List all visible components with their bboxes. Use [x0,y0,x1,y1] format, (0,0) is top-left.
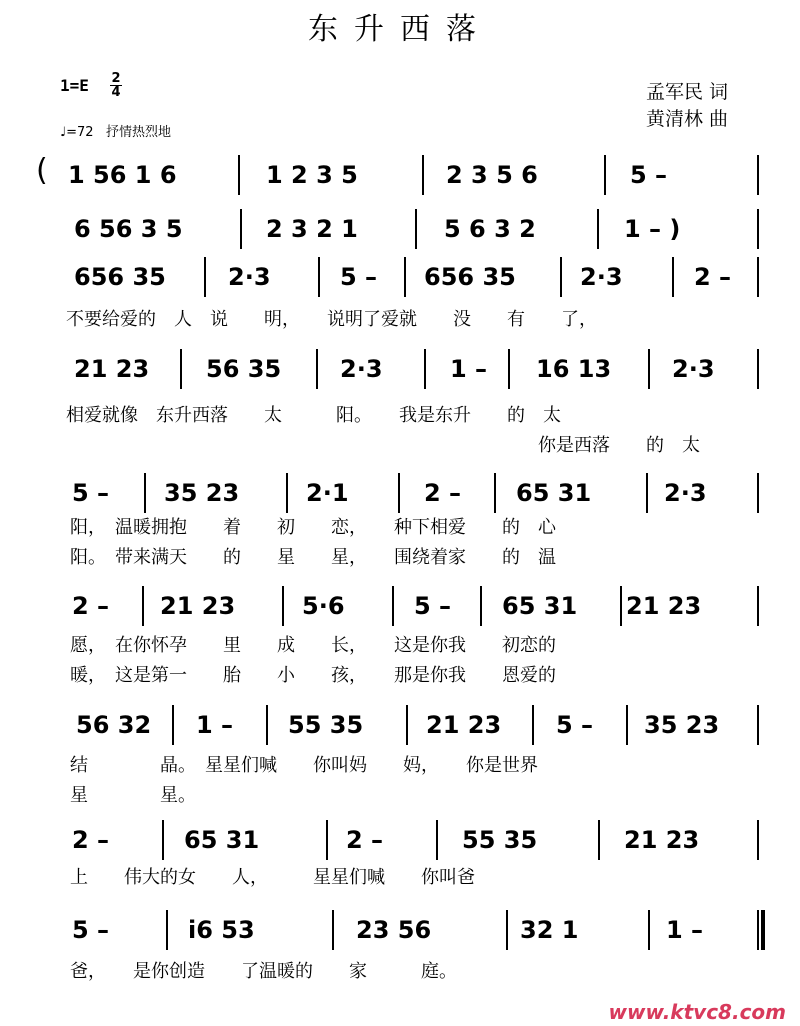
lyric-line: 上 伟大的女 人， 星星们喊 你叫爸 [70,867,475,888]
measure-notes: 55 35 [462,826,538,854]
bar-line [626,705,628,745]
measure-notes: 65 31 [184,826,260,854]
measure-notes: 56 32 [76,711,152,739]
bar-line [672,257,674,297]
lyricist-credit: 孟军民 词 [646,81,729,103]
measure-notes: 2·3 [672,355,715,383]
bar-line [757,155,759,195]
measure-notes: 55 35 [288,711,364,739]
bar-line [326,820,328,860]
bar-line [422,155,424,195]
lyric-line: 阳， 温暖拥抱 着 初 恋， 种下相爱 的 心 [70,517,556,538]
bar-line [757,349,759,389]
lyric-line: 你是西落 的 太 [538,435,700,456]
bar-line [757,705,759,745]
measure-notes: 2 3 2 1 [266,215,358,243]
measure-notes: 56 35 [206,355,282,383]
bar-line [406,705,408,745]
lyric-line: 暖， 这是第一 胎 小 孩， 那是你我 恩爱的 [70,665,556,686]
key-signature: 1=E [60,76,89,95]
measure-notes: 2 – [694,263,732,291]
measure-notes: 65 31 [516,479,592,507]
measure-notes: 32 1 [520,916,579,944]
bar-line [240,209,242,249]
bar-line [204,257,206,297]
measure-notes: 2 – [424,479,462,507]
bar-line [598,820,600,860]
measure-notes: 5 – [72,479,110,507]
measure-notes: 1 – [450,355,488,383]
measure-notes: 16 13 [536,355,612,383]
bar-line [604,155,606,195]
bar-line [238,155,240,195]
composer-credit: 黄清林 曲 [646,108,729,130]
bar-line [180,349,182,389]
measure-notes: 5 – [630,161,668,189]
bar-line [144,473,146,513]
bar-line [757,473,759,513]
lyric-line: 不要给爱的 人 说 明， 说明了爱就 没 有 了， [66,309,597,330]
lyric-line: 爸， 是你创造 了温暖的 家 庭。 [70,961,457,982]
lyric-line: 阳。 带来满天 的 星 星， 围绕着家 的 温 [70,547,556,568]
tempo-marking: ♩=72 抒情热烈地 [60,125,171,140]
bar-line [166,910,168,950]
bar-line [646,473,648,513]
measure-notes: 6 56 3 5 [74,215,183,243]
measure-notes: 2 – [346,826,384,854]
measure-notes: 21 23 [626,592,702,620]
final-bar-line [761,910,765,950]
measure-notes: 21 23 [624,826,700,854]
bar-line [506,910,508,950]
bar-line [480,586,482,626]
measure-notes: 1 56 1 6 [68,161,177,189]
measure-notes: 5 6 3 2 [444,215,536,243]
measure-notes: 23 56 [356,916,432,944]
bar-line [142,586,144,626]
bar-line [757,586,759,626]
bar-line [286,473,288,513]
measure-notes: 1 – [196,711,234,739]
bar-line [757,209,759,249]
measure-notes: ( [36,153,48,188]
measure-notes: 1 2 3 5 [266,161,358,189]
measure-notes: 35 23 [644,711,720,739]
bar-line [494,473,496,513]
bar-line [597,209,599,249]
bar-line [424,349,426,389]
bar-line [648,349,650,389]
bar-line [398,473,400,513]
bar-line [532,705,534,745]
bar-line [436,820,438,860]
measure-notes: 656 35 [424,263,516,291]
measure-notes: 2·3 [580,263,623,291]
time-signature: $\frac{2}{4}$ [111,71,121,100]
watermark: www.ktvc8.com [608,1000,786,1024]
measure-notes: 65 31 [502,592,578,620]
bar-line [415,209,417,249]
measure-notes: 21 23 [426,711,502,739]
measure-notes: 5 – [72,916,110,944]
measure-notes: 2·3 [664,479,707,507]
lyric-line: 星 星。 [70,785,196,806]
measure-notes: 5 – [414,592,452,620]
bar-line [162,820,164,860]
bar-line [560,257,562,297]
measure-notes: 5 – [556,711,594,739]
lyric-line: 结 晶。 星星们喊 你叫妈 妈， 你是世界 [70,755,538,776]
bar-line [282,586,284,626]
lyric-line: 相爱就像 东升西落 太 阳。 我是东升 的 太 [66,405,561,426]
bar-line [316,349,318,389]
measure-notes: i6 53 [188,916,255,944]
bar-line [620,586,622,626]
bar-line [508,349,510,389]
bar-line [318,257,320,297]
bar-line [757,257,759,297]
measure-notes: 21 23 [160,592,236,620]
measure-notes: 21 23 [74,355,150,383]
song-title: 东升西落 [308,12,492,47]
bar-line [392,586,394,626]
bar-line [332,910,334,950]
measure-notes: 2 – [72,592,110,620]
bar-line [757,820,759,860]
measure-notes: 5 – [340,263,378,291]
measure-notes: 2·3 [228,263,271,291]
bar-line [648,910,650,950]
bar-line [172,705,174,745]
measure-notes: 656 35 [74,263,166,291]
measure-notes: 1 – [666,916,704,944]
measure-notes: 2·1 [306,479,349,507]
measure-notes: 2 – [72,826,110,854]
bar-line [266,705,268,745]
measure-notes: 2·3 [340,355,383,383]
bar-line [404,257,406,297]
measure-notes: 5·6 [302,592,345,620]
measure-notes: 2 3 5 6 [446,161,538,189]
measure-notes: 35 23 [164,479,240,507]
bar-line [757,910,759,950]
lyric-line: 愿， 在你怀孕 里 成 长， 这是你我 初恋的 [70,635,556,656]
measure-notes: 1 – ) [624,215,681,243]
